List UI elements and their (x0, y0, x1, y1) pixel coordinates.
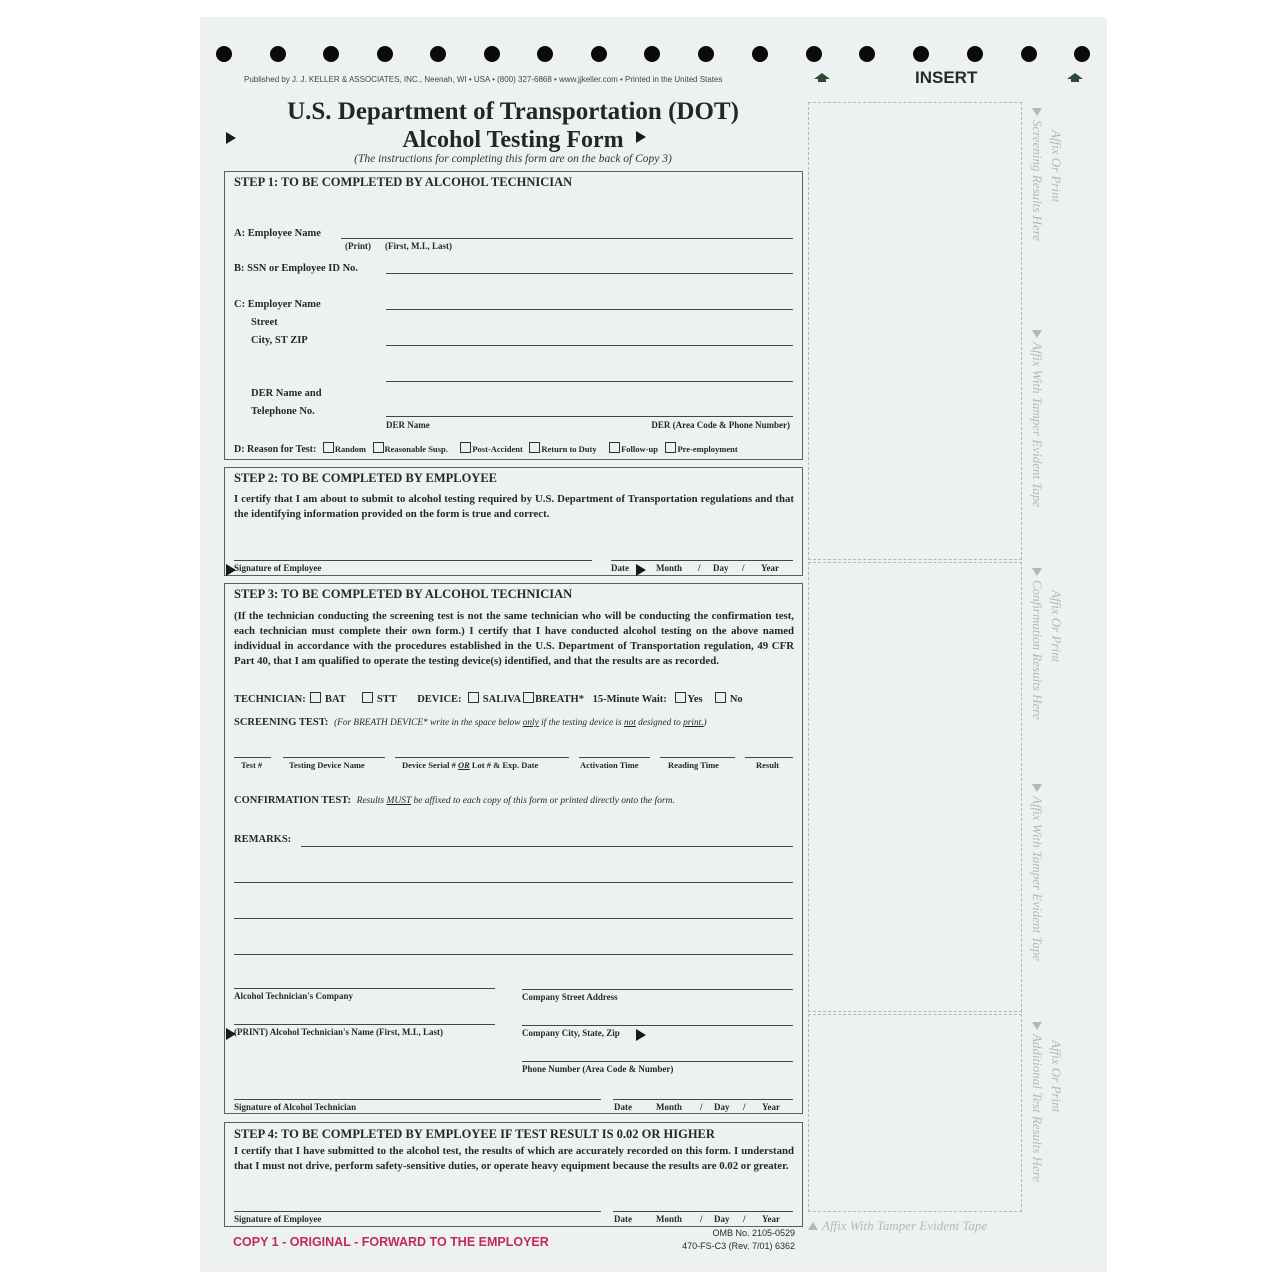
company-street-label: Company Street Address (522, 992, 618, 1002)
signature-label: Signature of Employee (234, 1214, 322, 1224)
punch-hole (430, 46, 446, 62)
reason-return-to-duty[interactable]: Return to Duty (529, 444, 596, 455)
tech-name-field[interactable] (234, 1024, 495, 1025)
reason-follow-up[interactable]: Follow-up (609, 444, 658, 455)
checkbox[interactable] (373, 442, 384, 453)
year-label: Year (762, 1102, 780, 1112)
punch-hole (913, 46, 929, 62)
tech-company-label: Alcohol Technician's Company (234, 991, 354, 1001)
screening-test-row (234, 717, 707, 728)
tech-signature-field[interactable] (234, 1099, 601, 1100)
insert-label: INSERT (915, 68, 978, 87)
employer-name-field[interactable] (386, 309, 793, 310)
confirmation-label: CONFIRMATION TEST: (234, 795, 351, 806)
reason-reasonable-susp[interactable]: Reasonable Susp. (373, 444, 448, 455)
der-field[interactable] (386, 416, 793, 417)
col-result: Result (756, 760, 780, 770)
telephone-label: Telephone No. (251, 406, 315, 417)
ssn-label: B: SSN or Employee ID No. (234, 263, 359, 274)
reading-time-field[interactable] (660, 757, 735, 758)
alignment-arrow-icon (636, 1029, 646, 1041)
date-field[interactable] (611, 560, 793, 561)
checkbox[interactable] (362, 692, 373, 703)
punch-hole (537, 46, 553, 62)
remarks-line[interactable] (234, 882, 793, 883)
date-label: Date (614, 1102, 632, 1112)
checkbox[interactable] (460, 442, 471, 453)
device-breath[interactable]: BREATH* (523, 694, 584, 705)
down-triangle-icon (1032, 784, 1042, 792)
technician-device-row (234, 692, 743, 705)
slash: / (700, 1102, 703, 1112)
alignment-arrow-icon (226, 564, 236, 576)
checkbox[interactable] (715, 692, 726, 703)
employee-name-label: A: Employee Name (234, 228, 321, 239)
wait-label: 15-Minute Wait: (592, 694, 667, 705)
punch-hole (644, 46, 660, 62)
tech-date-field[interactable] (613, 1099, 793, 1100)
additional-results-label: Additional Test Results Here (1029, 1022, 1045, 1182)
col-activation-time: Activation Time (580, 760, 639, 770)
insert-arrow-icon (814, 73, 830, 79)
reason-pre-employment[interactable]: Pre-employment (665, 444, 737, 455)
ssn-field[interactable] (386, 273, 793, 274)
step4-section (224, 1122, 803, 1227)
checkbox[interactable] (665, 442, 676, 453)
day-label: Day (713, 563, 729, 573)
down-triangle-icon (1032, 1022, 1042, 1030)
device-name-field[interactable] (283, 757, 385, 758)
der-name-hint: DER Name (386, 420, 430, 430)
address-extra-field[interactable] (386, 381, 793, 382)
step3-heading: STEP 3: TO BE COMPLETED BY ALCOHOL TECHNICIAN (234, 587, 573, 601)
tamper-tape-label: Affix With Tamper Evident Tape (1029, 784, 1045, 961)
month-label: Month (656, 1102, 683, 1112)
copy-designation: COPY 1 - ORIGINAL - FORWARD TO THE EMPLOYER (233, 1235, 549, 1249)
employer-name-label: C: Employer Name (234, 299, 321, 310)
employee-signature-field[interactable] (234, 560, 592, 561)
step2-certification: I certify that I am about to submit to alcohol testing required by U.S. Department of Transportation regulations and that the identifying information provided on the form is true and correct. (234, 493, 794, 520)
company-city-label: Company City, State, Zip (522, 1028, 620, 1038)
affix-or-print-label: Affix Or Print (1049, 1040, 1064, 1113)
instructions-note: (The instructions for completing this form are on the back of Copy 3) (354, 153, 672, 165)
day-label: Day (714, 1102, 730, 1112)
checkbox[interactable] (523, 692, 534, 703)
company-street-field[interactable] (522, 989, 793, 990)
screening-results-label: Screening Results Here (1029, 108, 1045, 241)
alignment-arrow-icon (636, 131, 646, 143)
reason-random[interactable]: Random (323, 444, 366, 455)
punch-hole (591, 46, 607, 62)
tech-name-label: (PRINT) Alcohol Technician's Name (First, M.I., Last) (234, 1027, 443, 1037)
employee-signature-field[interactable] (234, 1211, 601, 1212)
down-triangle-icon (1032, 568, 1042, 576)
technician-bat[interactable]: BAT (310, 694, 345, 705)
reason-for-test-row (234, 442, 738, 455)
affix-or-print-label: Affix Or Print (1049, 590, 1064, 663)
date-label: Date (614, 1214, 632, 1224)
step2-heading: STEP 2: TO BE COMPLETED BY EMPLOYEE (234, 471, 498, 485)
result-field[interactable] (745, 757, 793, 758)
punch-hole (967, 46, 983, 62)
confirmation-test-row (234, 795, 675, 806)
slash: / (743, 1214, 746, 1224)
company-city-field[interactable] (522, 1025, 793, 1026)
punch-hole (377, 46, 393, 62)
slash: / (743, 1102, 746, 1112)
punch-hole (216, 46, 232, 62)
checkbox[interactable] (468, 692, 479, 703)
checkbox[interactable] (323, 442, 334, 453)
slash: / (742, 563, 745, 573)
der-name-and-label: DER Name and (251, 388, 322, 399)
confirmation-results-label: Confirmation Results Here (1029, 568, 1045, 720)
device-serial-field[interactable] (395, 757, 569, 758)
screening-results-area (808, 102, 1022, 560)
phone-label: Phone Number (Area Code & Number) (522, 1064, 674, 1074)
street-label: Street (251, 317, 278, 328)
reason-post-accident[interactable]: Post-Accident (460, 444, 523, 455)
form-number: 470-FS-C3 (Rev. 7/01) 6362 (682, 1241, 795, 1251)
month-label: Month (656, 1214, 683, 1224)
screening-note: (For BREATH DEVICE* write in the space below only if the testing device is not designed to print.) (334, 718, 707, 728)
alignment-arrow-icon (636, 564, 646, 576)
checkbox[interactable] (609, 442, 620, 453)
tamper-tape-label: Affix With Tamper Evident Tape (808, 1218, 987, 1234)
punch-hole (752, 46, 768, 62)
month-label: Month (656, 563, 683, 573)
year-label: Year (762, 1214, 780, 1224)
city-label: City, ST ZIP (251, 335, 308, 346)
technician-stt[interactable]: STT (362, 694, 396, 705)
punch-hole (859, 46, 875, 62)
date-field[interactable] (613, 1211, 793, 1212)
col-device-name: Testing Device Name (289, 760, 365, 770)
step3-section (224, 583, 803, 1114)
affix-or-print-label: Affix Or Print (1049, 130, 1064, 203)
slash: / (698, 563, 701, 573)
step1-heading: STEP 1: TO BE COMPLETED BY ALCOHOL TECHNICIAN (234, 175, 573, 189)
punch-hole (1074, 46, 1090, 62)
activation-time-field[interactable] (579, 757, 650, 758)
slash: / (700, 1214, 703, 1224)
col-device-serial: Device Serial # OR Lot # & Exp. Date (402, 760, 539, 770)
print-hint: (Print) (345, 241, 371, 251)
omb-number: OMB No. 2105-0529 (712, 1228, 795, 1238)
form-title: U.S. Department of Transportation (DOT) (287, 98, 739, 125)
checkbox[interactable] (310, 692, 321, 703)
step4-certification: I certify that I have submitted to the alcohol test, the results of which are accurately recorded on this form. I understand that I must not drive, perform safety-sensitive duties, or operate heavy equipment because the results are 0.02 or greater. (234, 1145, 794, 1172)
down-triangle-icon (1032, 330, 1042, 338)
signature-label: Signature of Employee (234, 563, 322, 573)
col-reading-time: Reading Time (668, 760, 719, 770)
year-label: Year (761, 563, 779, 573)
device-label: DEVICE: (417, 694, 462, 705)
reason-label: D: Reason for Test: (234, 444, 317, 455)
remarks-field[interactable] (301, 846, 793, 847)
name-format-hint: (First, M.I., Last) (385, 241, 452, 251)
tech-signature-label: Signature of Alcohol Technician (234, 1102, 357, 1112)
test-number-field[interactable] (234, 757, 271, 758)
step2-section (224, 467, 803, 576)
punch-hole (1021, 46, 1037, 62)
wait-yes[interactable]: Yes (675, 694, 702, 705)
screening-label: SCREENING TEST: (234, 717, 329, 728)
punch-hole (270, 46, 286, 62)
alignment-arrow-icon (226, 1028, 236, 1040)
punch-hole (698, 46, 714, 62)
phone-field[interactable] (522, 1061, 793, 1062)
remarks-line[interactable] (234, 954, 793, 955)
up-triangle-icon (808, 1222, 818, 1230)
additional-results-area (808, 1014, 1022, 1212)
punch-hole (484, 46, 500, 62)
remarks-line[interactable] (234, 918, 793, 919)
remarks-label: REMARKS: (234, 834, 292, 845)
device-saliva[interactable]: SALIVA (468, 694, 520, 705)
punch-hole (806, 46, 822, 62)
checkbox[interactable] (529, 442, 540, 453)
technician-label: TECHNICIAN: (234, 694, 306, 705)
step4-heading: STEP 4: TO BE COMPLETED BY EMPLOYEE IF TEST RESULT IS 0.02 OR HIGHER (234, 1127, 715, 1141)
step1-section (224, 171, 803, 460)
tech-company-field[interactable] (234, 988, 495, 989)
confirmation-results-area (808, 562, 1022, 1012)
date-label: Date (611, 563, 629, 573)
punch-hole (323, 46, 339, 62)
city-field[interactable] (386, 345, 793, 346)
form-subtitle-title: Alcohol Testing Form (402, 127, 624, 153)
step3-certification: (If the technician conducting the screening test is not the same technician who will be conducting the confirmation test, each technician must complete their own form.) I certify that I have conducted alcohol testing on the above named individual in accordance with the procedures established in the U.S. Department of Transportation regulation, 49 CFR Part 40, that I am qualified to operate the testing device(s) identified, and that the results are as recorded. (234, 610, 794, 667)
publisher-line: Published by J. J. KELLER & ASSOCIATES, INC., Neenah, WI • USA • (800) 327-6868 • www.jjkeller.com • Printed in the United States (244, 75, 723, 84)
day-label: Day (714, 1214, 730, 1224)
checkbox[interactable] (675, 692, 686, 703)
tamper-tape-label: Affix With Tamper Evident Tape (1029, 330, 1045, 507)
down-triangle-icon (1032, 108, 1042, 116)
der-phone-hint: DER (Area Code & Phone Number) (651, 420, 790, 430)
confirmation-note: Results MUST be affixed to each copy of this form or printed directly onto the form. (356, 796, 675, 806)
insert-arrow-icon (1067, 73, 1083, 79)
col-test-number: Test # (241, 760, 263, 770)
employee-name-field[interactable] (341, 238, 793, 239)
wait-no[interactable]: No (715, 694, 742, 705)
